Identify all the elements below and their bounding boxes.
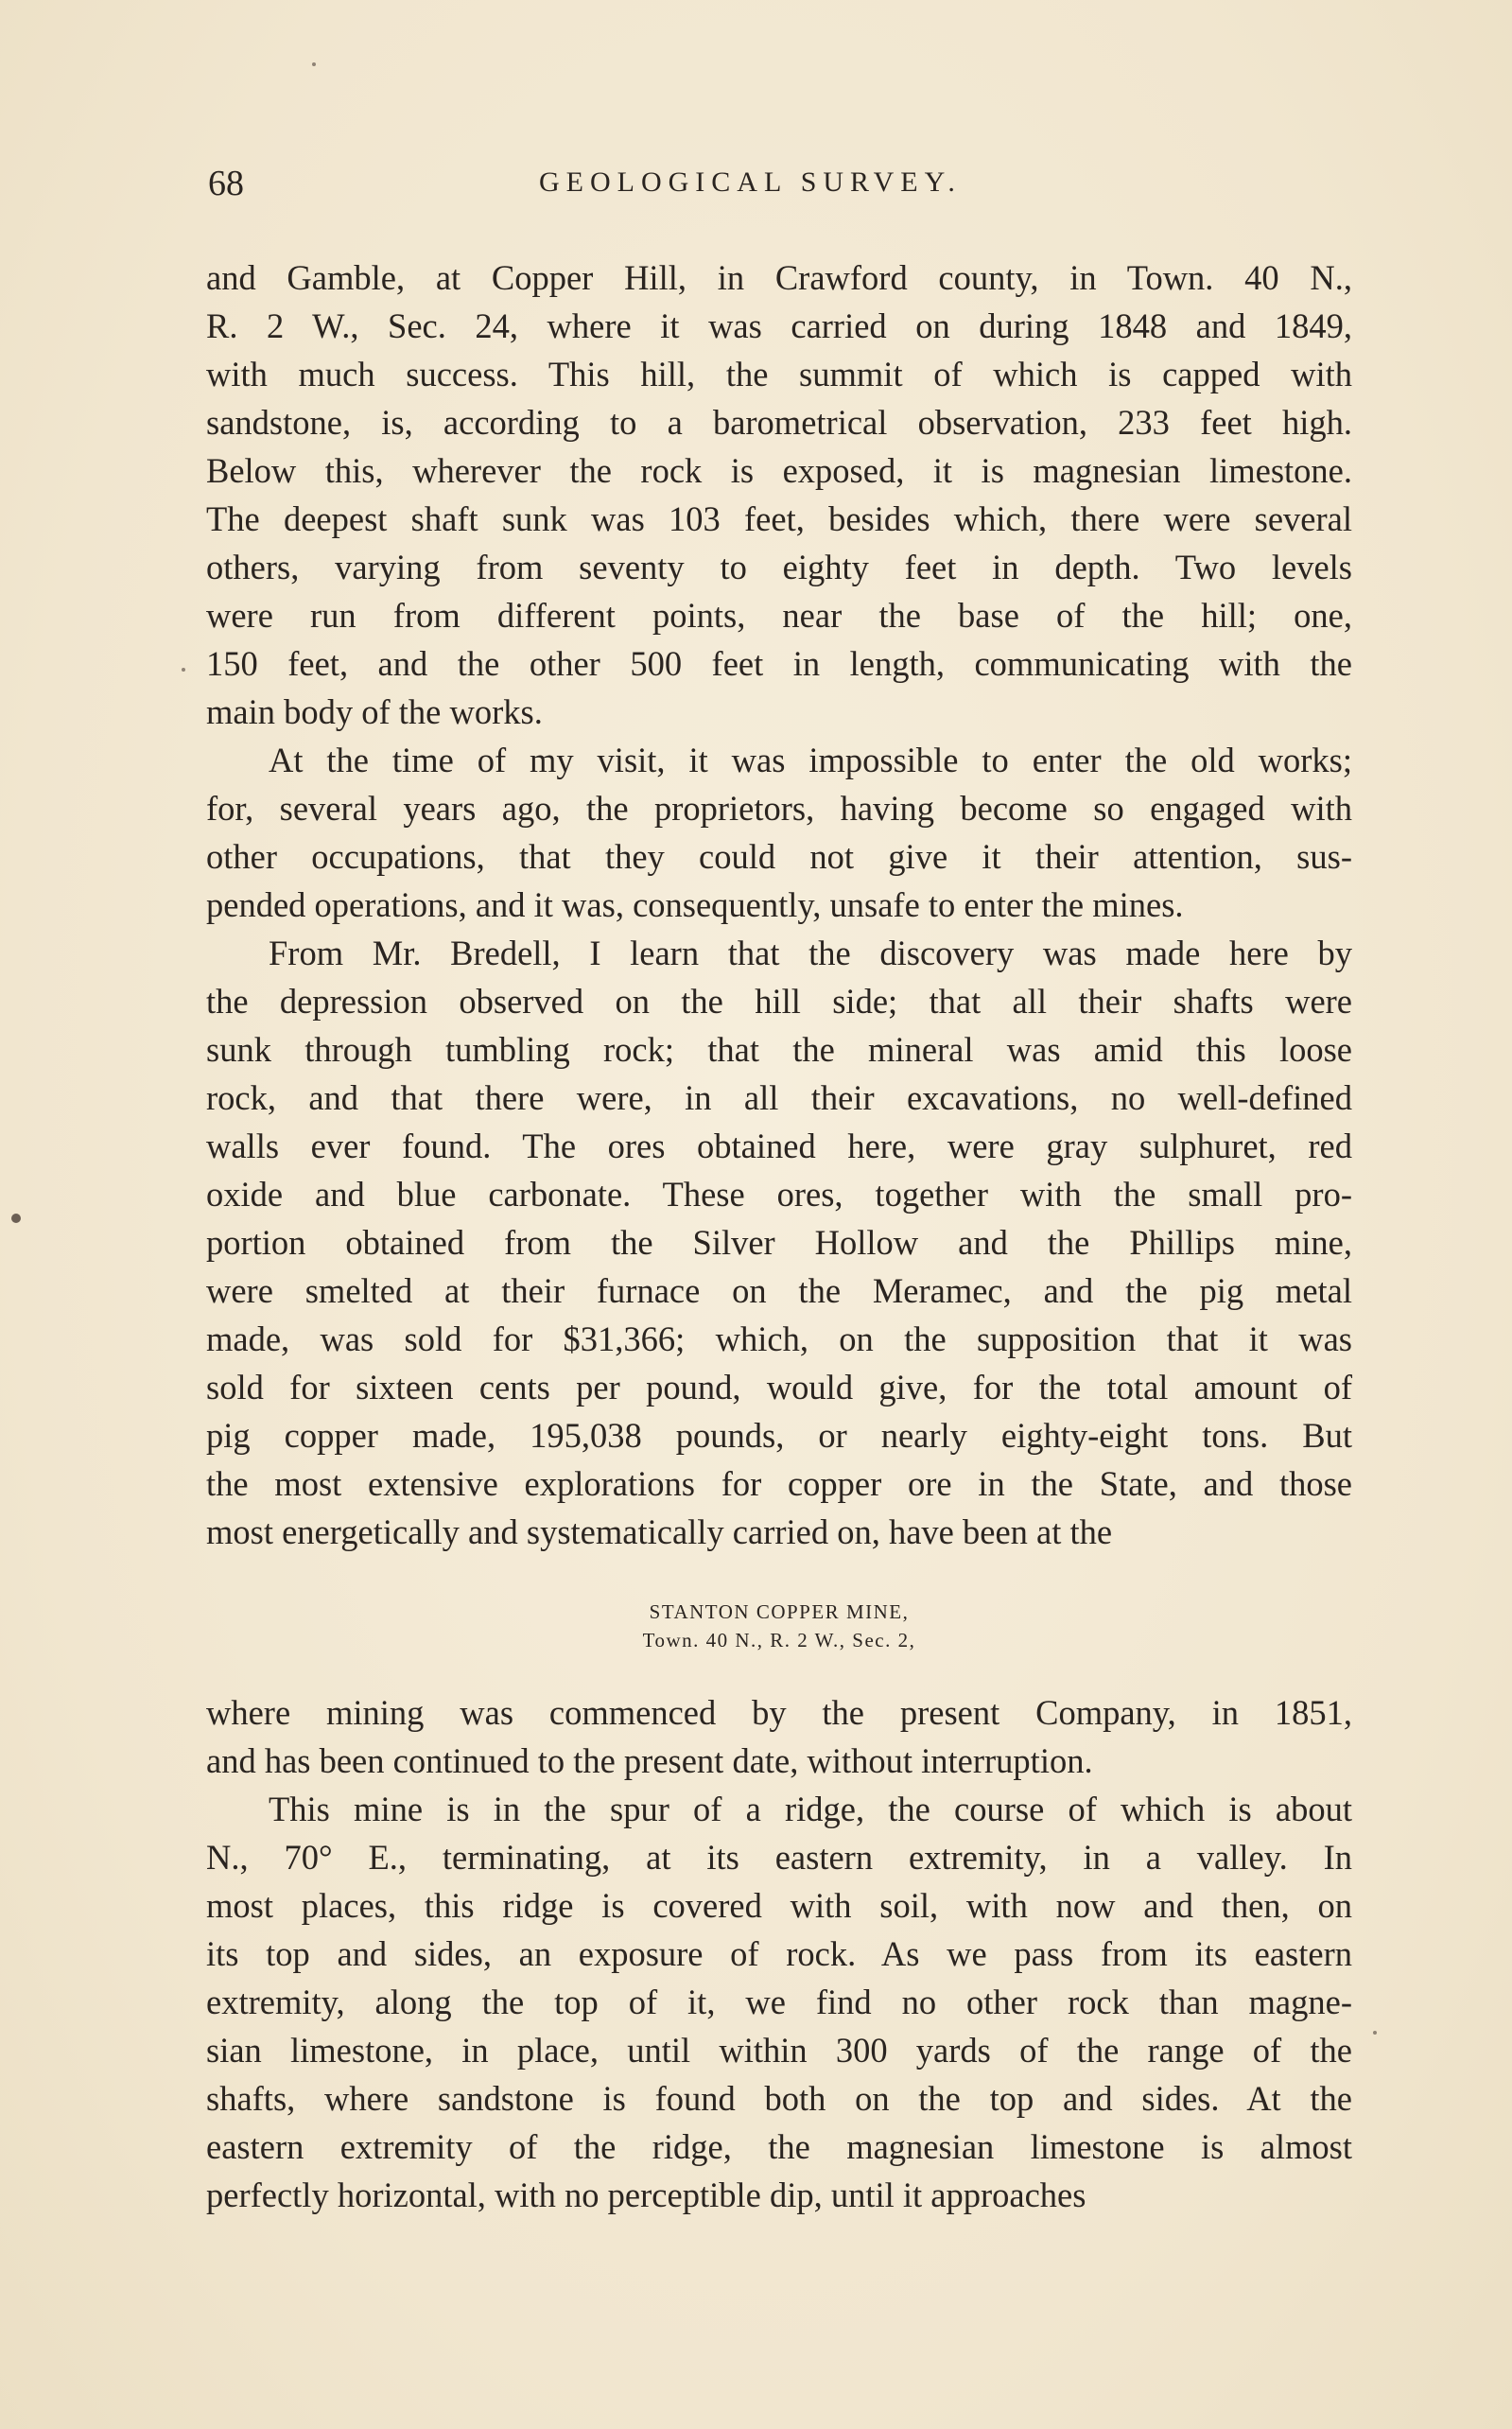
text-line: other occupations, that they could not give it their attention, sus- xyxy=(206,837,1352,876)
section-subtitle: Town. 40 N., R. 2 W., Sec. 2, xyxy=(642,1629,916,1651)
margin-speck xyxy=(312,62,316,66)
text-line: with much success. This hill, the summit of which is capped with xyxy=(206,355,1352,393)
text-line: made, was sold for $31,366; which, on the supposition that it was xyxy=(206,1319,1352,1358)
text-line: At the time of my visit, it was impossible to enter the old works; xyxy=(269,741,1352,779)
text-line: Below this, wherever the rock is exposed, it is magnesian limestone. xyxy=(206,451,1352,490)
page-number: 68 xyxy=(208,164,244,203)
text-line: The deepest shaft sunk was 103 feet, besides which, there were several xyxy=(206,499,1352,538)
margin-speck xyxy=(1373,2031,1377,2035)
text-line: walls ever found. The ores obtained here, were gray sulphuret, red xyxy=(206,1127,1352,1165)
paragraph xyxy=(206,1785,1352,2219)
text-line: its top and sides, an exposure of rock. As we pass from its eastern xyxy=(206,1934,1352,1973)
text-line: most energetically and systematically carried on, have been at the xyxy=(206,1512,1113,1551)
text-line: were smelted at their furnace on the Meramec, and the pig metal xyxy=(206,1271,1352,1310)
text-line: eastern extremity of the ridge, the magnesian limestone is almost xyxy=(206,2127,1352,2166)
text-line: for, several years ago, the proprietors, having become so engaged with xyxy=(206,789,1352,828)
page-header xyxy=(208,163,1352,210)
text-line: and has been continued to the present date, without interruption. xyxy=(206,1741,1093,1780)
text-line: rock, and that there were, in all their excavations, no well-defined xyxy=(206,1078,1352,1117)
text-line: where mining was commenced by the present Company, in 1851, xyxy=(206,1693,1352,1732)
text-line: From Mr. Bredell, I learn that the discovery was made here by xyxy=(269,934,1352,972)
text-line: perfectly horizontal, with no perceptible dip, until it approaches xyxy=(206,2176,1086,2214)
text-line: R. 2 W., Sec. 24, where it was carried on during 1848 and 1849, xyxy=(206,306,1352,345)
text-line: 150 feet, and the other 500 feet in length, communicating with the xyxy=(206,644,1352,683)
text-line: N., 70° E., terminating, at its eastern extremity, in a valley. In xyxy=(206,1838,1352,1877)
text-line: pig copper made, 195,038 pounds, or nearly eighty-eight tons. But xyxy=(206,1416,1352,1455)
paragraph xyxy=(206,253,1352,736)
text-line: shafts, where sandstone is found both on the top and sides. At the xyxy=(206,2079,1352,2118)
paragraph xyxy=(206,736,1352,929)
text-line: and Gamble, at Copper Hill, in Crawford county, in Town. 40 N., xyxy=(206,258,1352,297)
text-line: extremity, along the top of it, we find no other rock than magne- xyxy=(206,1983,1352,2021)
paragraphs-before xyxy=(206,253,1352,1556)
paragraph xyxy=(206,1688,1352,1785)
text-line: others, varying from seventy to eighty feet in depth. Two levels xyxy=(206,548,1352,586)
margin-dot xyxy=(11,1214,21,1223)
text-line: sunk through tumbling rock; that the mineral was amid this loose xyxy=(206,1030,1352,1069)
spacer xyxy=(206,1556,1352,1598)
text-line: sandstone, is, according to a barometrical observation, 233 feet high. xyxy=(206,403,1352,442)
text-line: sian limestone, in place, until within 300 yards of the range of the xyxy=(206,2031,1352,2070)
text-line: were run from different points, near the base of the hill; one, xyxy=(206,596,1352,635)
text-line: sold for sixteen cents per pound, would give, for the total amount of xyxy=(206,1368,1352,1407)
text-line: This mine is in the spur of a ridge, the course of which is about xyxy=(269,1790,1352,1828)
text-line: the most extensive explorations for copper ore in the State, and those xyxy=(206,1464,1352,1503)
text-line: oxide and blue carbonate. These ores, together with the small pro- xyxy=(206,1175,1352,1214)
body-text xyxy=(206,253,1352,2219)
running-head: GEOLOGICAL SURVEY. xyxy=(539,166,962,198)
text-line: most places, this ridge is covered with soil, with now and then, on xyxy=(206,1886,1352,1925)
paragraphs-after xyxy=(206,1688,1352,2219)
text-line: main body of the works. xyxy=(206,692,543,731)
spacer xyxy=(206,1654,1352,1688)
text-line: the depression observed on the hill side; that all their shafts were xyxy=(206,982,1352,1021)
section-title: STANTON COPPER MINE, xyxy=(649,1600,910,1623)
margin-speck xyxy=(182,668,185,672)
paragraph xyxy=(206,929,1352,1556)
text-line: pended operations, and it was, consequently, unsafe to enter the mines. xyxy=(206,885,1184,924)
text-line: portion obtained from the Silver Hollow and the Phillips mine, xyxy=(206,1223,1352,1262)
